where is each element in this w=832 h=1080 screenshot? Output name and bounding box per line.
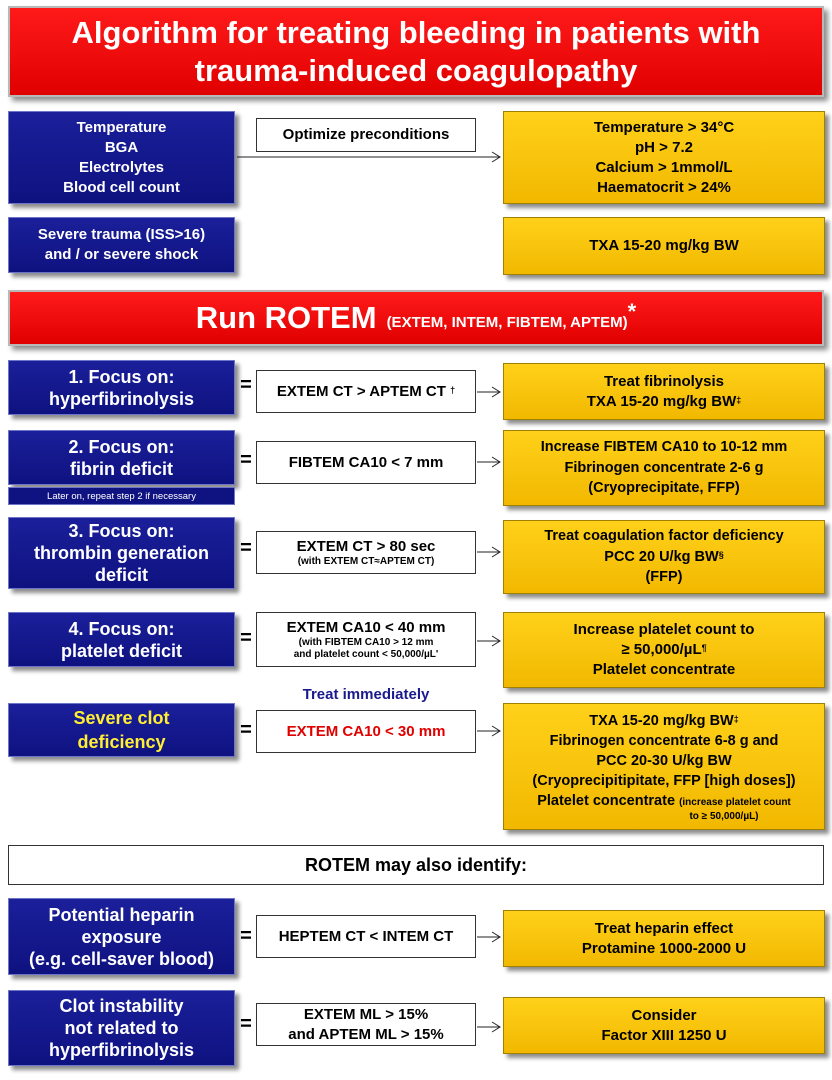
heparin-line: (e.g. cell-saver blood) — [28, 948, 215, 969]
step-heading: 1. Focus on: — [68, 366, 175, 387]
treatment-line: Treat heparin effect — [594, 919, 734, 937]
severe-clot-line: deficiency — [77, 732, 166, 752]
optimize-preconditions-label: Optimize preconditions — [282, 126, 450, 143]
clot-instability-line: Clot instability — [59, 996, 184, 1016]
step-focus: hyperfibrinolysis — [48, 388, 195, 409]
treatment-text: TXA 15-20 mg/kg BW — [586, 392, 737, 410]
equals-sign: = — [240, 537, 252, 559]
step-focus: deficit — [94, 565, 148, 585]
treatment-qualifier: (increase platelet count — [679, 796, 791, 808]
footnote-mark: † — [450, 384, 456, 395]
treatment-line: Factor XIII 1250 U — [601, 1026, 727, 1044]
clot-instability-line: hyperfibrinolysis — [48, 1040, 195, 1060]
txa-label: TXA 15-20 mg/kg BW — [589, 237, 739, 254]
step-4-criterion: EXTEM CA10 < 40 mm — [286, 618, 446, 636]
target-item: pH > 7.2 — [635, 138, 693, 156]
treatment-line: Fibrinogen concentrate 6-8 g and — [549, 732, 779, 749]
treatment-line: (Cryoprecipitate, FFP) — [588, 480, 740, 497]
treatment-text: TXA 15-20 mg/kg BW — [589, 712, 734, 729]
step-focus: platelet deficit — [60, 640, 183, 661]
repeat-step-note: Later on, repeat step 2 if necessary — [8, 487, 235, 505]
step-2-criterion: FIBTEM CA10 < 7 mm — [288, 453, 444, 471]
treatment-line: Consider — [631, 1006, 697, 1024]
severe-criterion: EXTEM CA10 < 30 mm — [286, 722, 446, 740]
severe-trauma-line: Severe trauma (ISS>16) — [37, 226, 206, 243]
footnote-mark: ‡ — [733, 713, 739, 724]
equals-sign: = — [240, 719, 252, 741]
footnote-mark: § — [718, 549, 724, 560]
severe-trauma-line: and / or severe shock — [44, 246, 199, 263]
step-3-criterion: EXTEM CT > 80 sec — [296, 537, 436, 555]
treatment-line: Platelet concentrate — [592, 661, 736, 678]
footnote-mark: ¶ — [701, 643, 707, 653]
treatment-text: Platelet concentrate — [537, 792, 676, 809]
treatment-text: PCC 20 U/kg BW — [604, 548, 719, 565]
treatment-text: ≥ 50,000/µL — [621, 641, 702, 658]
heparin-criterion: HEPTEM CT < INTEM CT — [278, 927, 454, 945]
run-rotem-title: Run ROTEM — [195, 300, 377, 335]
treatment-line: Increase platelet count to — [573, 621, 755, 638]
equals-sign: = — [240, 627, 252, 649]
treatment-line: (Cryoprecipitipitate, FFP [high doses]) — [532, 772, 796, 789]
footnote-mark: ‡ — [736, 394, 742, 405]
criterion-qualifier: (with FIBTEM CA10 > 12 mm — [298, 636, 434, 648]
also-identify-text: ROTEM may also identify: — [304, 854, 528, 875]
severe-clot-line: Severe clot — [73, 708, 170, 728]
precondition-item: Temperature — [76, 118, 167, 136]
equals-sign: = — [240, 449, 252, 471]
equals-sign: = — [240, 374, 252, 396]
step-heading: 4. Focus on: — [68, 618, 175, 639]
equals-sign: = — [240, 925, 252, 947]
criterion-text: EXTEM CT > APTEM CT — [276, 382, 446, 400]
criterion-line: and APTEM ML > 15% — [288, 1025, 444, 1043]
equals-sign: = — [240, 1013, 252, 1035]
step-heading: 2. Focus on: — [68, 436, 175, 457]
treatment-line: Increase FIBTEM CA10 to 10-12 mm — [540, 439, 788, 456]
treatment-line: (FFP) — [645, 569, 683, 586]
step-focus: fibrin deficit — [70, 458, 173, 479]
run-rotem-subtitle: (EXTEM, INTEM, FIBTEM, APTEM) — [386, 313, 628, 331]
heparin-line: exposure — [81, 926, 162, 947]
title-line-2: trauma-induced coagulopathy — [194, 52, 638, 88]
treatment-qualifier: to ≥ 50,000/µL) — [689, 810, 759, 822]
step-focus: thrombin generation — [34, 543, 209, 563]
treatment-line: Treat fibrinolysis — [603, 372, 725, 390]
treatment-line: Protamine 1000-2000 U — [581, 939, 747, 957]
target-item: Haematocrit > 24% — [597, 178, 731, 196]
precondition-item: BGA — [104, 138, 139, 156]
target-item: Calcium > 1mmol/L — [595, 158, 733, 176]
clot-instability-line: not related to — [64, 1018, 179, 1038]
criterion-qualifier: and platelet count < 50,000/µL' — [293, 648, 439, 660]
run-rotem-mark: * — [627, 299, 637, 324]
precondition-item: Electrolytes — [78, 158, 165, 176]
criterion-qualifier: (with EXTEM CT≈APTEM CT) — [297, 555, 435, 567]
treatment-line: Fibrinogen concentrate 2-6 g — [564, 459, 764, 476]
treatment-line: PCC 20-30 U/kg BW — [596, 752, 732, 769]
step-heading: 3. Focus on: — [68, 521, 175, 541]
title-line-1: Algorithm for treating bleeding in patients with — [71, 14, 761, 50]
heparin-line: Potential heparin — [48, 904, 195, 925]
target-item: Temperature > 34°C — [593, 118, 735, 136]
criterion-line: EXTEM ML > 15% — [303, 1005, 429, 1023]
treat-immediately-text: Treat immediately — [302, 685, 430, 703]
precondition-item: Blood cell count — [63, 178, 180, 196]
treatment-line: Treat coagulation factor deficiency — [544, 528, 784, 545]
